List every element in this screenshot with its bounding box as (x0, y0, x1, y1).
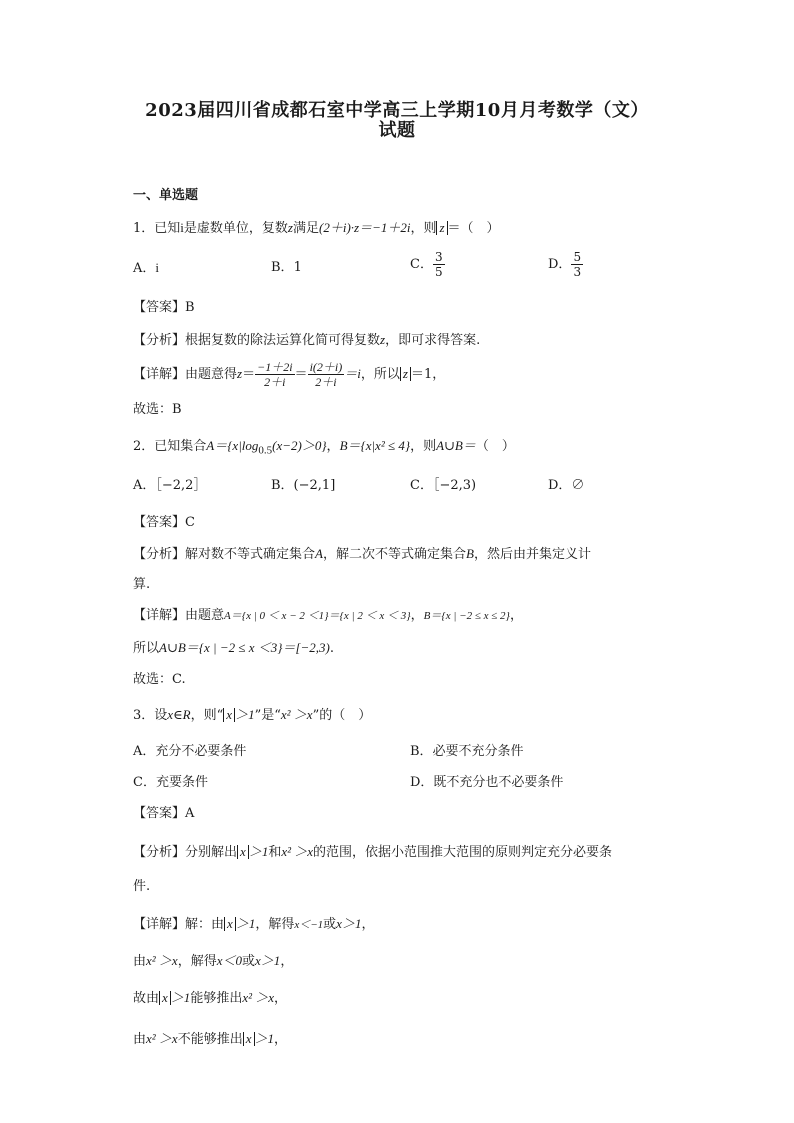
q1-detail-text-a: 由题意得 (185, 367, 238, 382)
q1-option-b-label: B． (271, 260, 294, 275)
q1-detail-fraction-2 (308, 360, 345, 389)
section-heading: 一、单选题 (133, 188, 199, 203)
q3-detail-line-4 (133, 1029, 287, 1050)
q1-frac2-num: i(2＋i) (309, 360, 343, 374)
q3-analysis-text-c: 的范围，依据小范围推大范围的原则判定充分必要条 (313, 845, 613, 860)
q1-detail-fraction-1 (255, 360, 294, 389)
q3-in-r: x∈R (167, 707, 191, 722)
q1-detail: 【详解】由题意得z＝ $\frac{-1+2i}{2+i}$ ＝ $\frac{i(2+i)}{2+i}$ ＝i，所以 z ＝1， (133, 360, 446, 389)
question-3-stem (133, 705, 371, 726)
q3-detail-gt-1: x＞1 (336, 916, 362, 931)
q2-stem-b: ，则 (410, 439, 437, 454)
q1-frac2-den: 2＋i (315, 375, 337, 389)
q1-answer-tag: 【答案】 (133, 300, 186, 315)
q1-analysis-tag: 【分析】 (133, 333, 186, 348)
q3-analysis-text-b: 和 (268, 845, 282, 860)
q3-l3-text-a: 故由 (133, 991, 160, 1006)
q3-l3-gt1: ＞1 (170, 990, 191, 1005)
q1-stem-c: 满足 (292, 221, 319, 236)
q3-gt1: ＞1 (235, 707, 255, 722)
q3-option-b: B．必要不充分条件 (410, 744, 524, 759)
q3-l3-abs-x: x (159, 991, 171, 1005)
q1-option-c-label: C． (410, 257, 433, 272)
q3-detail-line-2 (133, 951, 293, 972)
q2-answer-value: C (185, 515, 195, 530)
q1-frac1-den: 2＋i (264, 375, 286, 389)
q2-log-base: 0.5 (258, 444, 273, 457)
q3-abs-x: x (223, 708, 235, 722)
q3-l2-text-a: 由 (133, 954, 147, 969)
question-1-stem (133, 218, 500, 239)
q1-var-z: z (287, 220, 293, 235)
q2-so (133, 638, 334, 659)
q2-answer (133, 513, 195, 533)
q2-analysis-cont: 算. (133, 577, 151, 592)
q1-option-a-label: A． (133, 261, 156, 276)
q3-detail-or: 或 (323, 917, 337, 932)
q1-option-d-fraction (571, 250, 583, 279)
q1-detail-tag: 【详解】 (133, 367, 186, 382)
q2-analysis (133, 544, 591, 565)
q3-option-a: A．充分不必要条件 (133, 744, 247, 759)
q3-l4-comma: ， (274, 1032, 288, 1047)
q1-option-c-denominator: 5 (434, 265, 443, 279)
q2-detail-set-b: B＝{x | −2 ≤ x ≤ 2} (423, 610, 510, 622)
q3-option-d: D．既不充分也不必要条件 (410, 775, 564, 790)
q1-condition: (2＋i)·z＝−1＋2i (319, 220, 411, 235)
q2-detail-set-a: A＝{x | 0 ＜ x − 2 ＜1}＝{x | 2 ＜ x ＜ 3} (224, 610, 411, 622)
q2-option-b: B．(−2,1] (271, 478, 336, 493)
q1-option-c (410, 250, 445, 279)
q2-union: A∪B＝ (436, 438, 476, 453)
q3-stem-d: ”的（ ） (312, 708, 372, 723)
q2-stem-a: 2．已知集合 (133, 439, 207, 454)
q2-option-a: A．［−2,2］ (133, 478, 207, 493)
q3-detail-text-b: ，解得 (255, 917, 295, 932)
q2-analysis-tag: 【分析】 (133, 547, 186, 562)
q1-option-c-numerator: 3 (434, 250, 443, 264)
q2-analysis-text-a: 解对数不等式确定集合 (185, 547, 316, 562)
q2-detail-sep: ， (410, 608, 424, 623)
q2-detail-text-a: 由题意 (185, 608, 225, 623)
q3-x2gtx: x² ＞x (280, 707, 313, 722)
q2-analysis-var-a: A (315, 546, 323, 561)
q2-detail (133, 606, 523, 626)
q3-detail-lt-neg1: x＜−1 (294, 919, 324, 931)
q3-detail-abs-x: x (224, 917, 236, 931)
q1-option-b (271, 258, 302, 278)
q2-so-text: 所以 (133, 641, 160, 656)
q2-stem-c: （ ） (475, 439, 515, 454)
q2-set-a: A＝{x|log (206, 438, 259, 453)
q1-answer-value: B (185, 300, 195, 315)
q2-detail-end: ， (509, 608, 523, 623)
q1-choose: 故选：B (133, 402, 182, 417)
q3-detail-text-a: 解：由 (185, 917, 225, 932)
q3-l2-x2gtx: x² ＞x (146, 953, 178, 968)
q1-answer (133, 298, 195, 318)
q2-detail-tag: 【详解】 (133, 608, 186, 623)
q3-analysis-abs-x: x (237, 845, 249, 859)
q1-abs-z: z (436, 221, 447, 235)
q3-analysis-tag: 【分析】 (133, 845, 186, 860)
q1-option-a-value: i (155, 260, 160, 275)
q1-analysis (133, 330, 480, 351)
q3-detail-gt1: ＞1 (235, 916, 256, 931)
q1-frac1-num: −1＋2i (257, 360, 293, 374)
q2-sep: ， (326, 439, 340, 454)
q3-l4-x2gtx: x² ＞x (146, 1031, 178, 1046)
q3-analysis-text-a: 分别解出 (185, 845, 238, 860)
q1-detail-var-z: z (237, 366, 243, 381)
q1-detail-abs-z: z (400, 367, 411, 381)
q3-l2-text-b: ，解得 (177, 954, 217, 969)
q3-answer-value: A (185, 806, 195, 821)
q2-analysis-text-c: ，然后由并集定义计 (473, 547, 591, 562)
q3-l3-text-b: 能够推出 (190, 991, 243, 1006)
q1-stem-b: 是虚数单位，复数 (183, 221, 288, 236)
q1-analysis-text-b: ，即可求得答案. (385, 333, 481, 348)
q1-option-d-label: D． (548, 257, 572, 272)
q2-analysis-var-b: B (466, 546, 474, 561)
q1-var-i: i (180, 220, 184, 235)
q3-stem-a: 3．设 (133, 708, 168, 723)
q3-answer-tag: 【答案】 (133, 806, 186, 821)
q1-stem-a: 1．已知 (133, 221, 181, 236)
q1-option-d (548, 250, 583, 279)
q3-l3-comma: ， (274, 991, 288, 1006)
q3-analysis-cont: 件. (133, 879, 151, 894)
q1-option-a (133, 258, 159, 279)
q3-detail-comma: ， (361, 917, 375, 932)
q2-set-a-rest: (x−2)＞0} (272, 438, 327, 453)
q2-analysis-text-b: ，解二次不等式确定集合 (322, 547, 466, 562)
question-2-stem (133, 436, 515, 461)
document-title: 2023届四川省成都石室中学高三上学期10月月考数学（文） (145, 100, 649, 121)
q2-option-d: D．∅ (548, 478, 585, 493)
q3-analysis-gt1: ＞1 (248, 844, 269, 859)
q1-detail-text-b: ，所以 (360, 367, 400, 382)
q2-option-c: C．［−2,3) (410, 478, 477, 493)
q3-stem-c: ”是“ (254, 708, 281, 723)
q3-l2-comma: ， (280, 954, 294, 969)
q2-set-b: B＝{x|x² ≤ 4} (339, 438, 411, 453)
q3-l3-x2gtx: x² ＞x (242, 990, 275, 1005)
q3-stem-b: ，则“ (190, 708, 224, 723)
q1-stem-e: ＝（ ） (447, 221, 500, 236)
q3-l4-text-b: 不能够推出 (177, 1032, 243, 1047)
q3-detail-tag: 【详解】 (133, 917, 186, 932)
q3-l4-text-a: 由 (133, 1032, 147, 1047)
q3-analysis (133, 842, 612, 863)
q1-option-c-fraction (433, 250, 445, 279)
q1-detail-eq-one: ＝1， (410, 367, 446, 382)
q1-stem-d: ，则 (410, 221, 437, 236)
q1-detail-eq-i: ＝i (344, 366, 361, 381)
q3-l4-abs-x: x (243, 1032, 255, 1046)
q2-so-end: . (329, 641, 335, 656)
document-title-line2: 试题 (378, 120, 416, 141)
q1-option-d-numerator: 5 (573, 250, 582, 264)
q3-analysis-x2gtx: x² ＞x (281, 844, 314, 859)
q2-so-expr: A∪B＝{x | −2 ≤ x ＜3}＝[−2,3) (159, 640, 330, 655)
q3-option-c: C．充要条件 (133, 775, 208, 790)
q1-option-d-denominator: 3 (573, 265, 582, 279)
q3-l4-gt1: ＞1 (254, 1031, 275, 1046)
q1-option-b-value: 1 (293, 260, 302, 275)
q3-answer (133, 804, 194, 824)
q1-analysis-var-z: z (380, 332, 386, 347)
q3-l2-or: 或 (242, 954, 256, 969)
q3-detail-line-3 (133, 988, 287, 1009)
q3-detail-line-1 (133, 914, 374, 935)
q2-answer-tag: 【答案】 (133, 515, 186, 530)
q1-analysis-text-a: 根据复数的除法运算化简可得复数 (185, 333, 381, 348)
q3-l2-gt-1: x＞1 (255, 953, 281, 968)
q3-l2-lt0: x＜0 (216, 953, 243, 968)
q2-choose: 故选：C. (133, 672, 186, 687)
